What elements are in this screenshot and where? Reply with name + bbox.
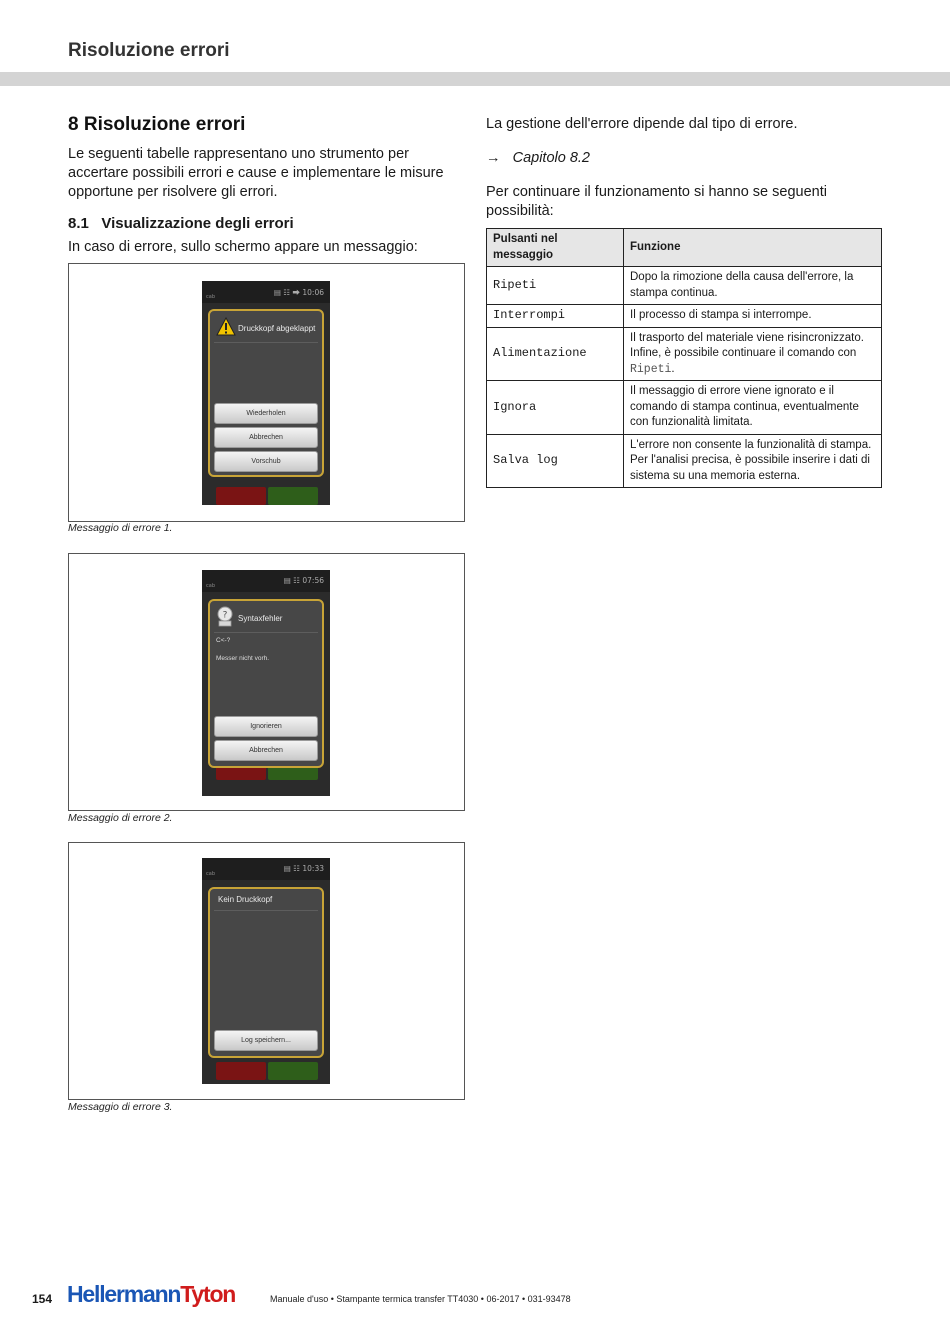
section-intro: Le seguenti tabelle rappresentano uno strumento per accertare possibili errori e cause e implementare le misure opportune per risolvere gli errori.	[68, 146, 444, 200]
cell-function: Il messaggio di errore viene ignorato e il comando di stampa continua, eventualmente con funzionalità limitata.	[624, 381, 882, 435]
cell-function: Il processo di stampa si interrompe.	[624, 305, 882, 328]
figure-caption-1: Messaggio di errore 1.	[68, 522, 173, 534]
error-dialog	[208, 309, 324, 477]
cell-button: Alimentazione	[487, 327, 624, 381]
cell-text: Il trasporto del materiale viene risincronizzato. Infine, è possibile continuare il comando con	[630, 331, 864, 359]
cancel-button[interactable]: Abbrechen	[214, 427, 318, 448]
dialog-title-row	[214, 892, 318, 911]
table-row	[487, 305, 882, 328]
table-row	[487, 267, 882, 305]
figure-2	[68, 553, 465, 811]
cancel-button[interactable]: Abbrechen	[214, 740, 318, 761]
section-number: 8	[68, 114, 79, 135]
table-row	[487, 434, 882, 488]
start-key	[268, 487, 318, 505]
status-icons-time: ▤ ☷ 10:33	[283, 864, 324, 873]
table-row	[487, 381, 882, 435]
status-bar	[202, 570, 330, 592]
ignore-button[interactable]: Ignorieren	[214, 716, 318, 737]
cell-text-2: Per l'analisi precisa, è possibile inserire i dati di sistema su una memoria esterna.	[630, 454, 870, 482]
svg-text:?: ?	[222, 610, 228, 621]
section-heading	[68, 114, 245, 136]
options-intro: Per continuare il funzionamento si hanno se seguenti possibilità:	[486, 184, 827, 219]
column-header-function: Funzione	[624, 229, 882, 267]
status-bar	[202, 281, 330, 303]
status-logo: cab	[206, 583, 215, 589]
dialog-title-row	[214, 604, 318, 633]
cross-reference[interactable]	[486, 150, 590, 166]
cell-text-after: .	[671, 362, 675, 375]
error-dialog	[208, 599, 324, 768]
dialog-title: Kein Druckkopf	[218, 895, 273, 904]
cell-button: Salva log	[487, 434, 624, 488]
status-logo: cab	[206, 294, 215, 300]
save-log-button[interactable]: Log speichern...	[214, 1030, 318, 1051]
arrow-right-icon: →	[486, 150, 501, 166]
subsection-heading	[68, 215, 294, 232]
figure-1	[68, 263, 465, 522]
brand-part-2: Tyton	[180, 1281, 236, 1307]
syntax-error-icon	[215, 606, 235, 628]
cell-button: Interrompi	[487, 305, 624, 328]
retry-button[interactable]: Wiederholen	[214, 403, 318, 424]
dialog-title-row	[214, 314, 318, 343]
stop-key	[216, 487, 266, 505]
dialog-title: Syntaxfehler	[238, 614, 283, 623]
stop-key	[216, 1062, 266, 1080]
feed-button[interactable]: Vorschub	[214, 451, 318, 472]
cell-function	[624, 327, 882, 381]
cell-function: Dopo la rimozione della causa dell'errore, la stampa continua.	[624, 267, 882, 305]
status-icons-time: ▤ ☷ 07:56	[283, 576, 324, 585]
brand-logo	[67, 1281, 235, 1308]
subsection-title: Visualizzazione degli errori	[101, 215, 294, 232]
cell-function	[624, 434, 882, 488]
cell-text: L'errore non consente la funzionalità di stampa.	[630, 438, 872, 451]
cross-reference-label: Capitolo 8.2	[512, 150, 590, 166]
subsection-intro: In caso di errore, sullo schermo appare un messaggio:	[68, 239, 418, 255]
device-screen-2	[202, 570, 330, 796]
error-dialog	[208, 887, 324, 1058]
figure-3	[68, 842, 465, 1100]
start-key	[268, 1062, 318, 1080]
table-row	[487, 327, 882, 381]
cell-button: Ripeti	[487, 267, 624, 305]
table-header-row	[487, 229, 882, 267]
device-screen-3	[202, 858, 330, 1084]
status-bar	[202, 858, 330, 880]
buttons-table	[486, 228, 882, 488]
section-title: Risoluzione errori	[83, 114, 246, 135]
brand-part-1: Hellermann	[67, 1281, 181, 1307]
footer-text: Manuale d'uso • Stampante termica transfer TT4030 • 06-2017 • 031-93478	[270, 1294, 571, 1304]
right-intro-line: La gestione dell'errore dipende dal tipo di errore.	[486, 116, 798, 132]
device-screen-1	[202, 281, 330, 505]
subsection-number: 8.1	[68, 215, 89, 232]
column-header-buttons: Pulsanti nel messaggio	[487, 229, 624, 267]
page-number: 154	[32, 1292, 53, 1306]
warning-icon	[216, 317, 236, 337]
dialog-title: Druckkopf abgeklappt	[238, 324, 316, 333]
cell-button: Ignora	[487, 381, 624, 435]
status-icons-time: ▤ ☷ ⮕ 10:06	[273, 288, 324, 297]
dialog-line-1: C<-?	[216, 637, 231, 644]
header-bar	[0, 72, 950, 86]
figure-caption-3: Messaggio di errore 3.	[68, 1101, 173, 1113]
cell-code: Ripeti	[630, 362, 672, 376]
status-logo: cab	[206, 871, 215, 877]
figure-caption-2: Messaggio di errore 2.	[68, 812, 173, 824]
running-header: Risoluzione errori	[68, 40, 230, 61]
dialog-line-2: Messer nicht vorh.	[216, 655, 270, 662]
